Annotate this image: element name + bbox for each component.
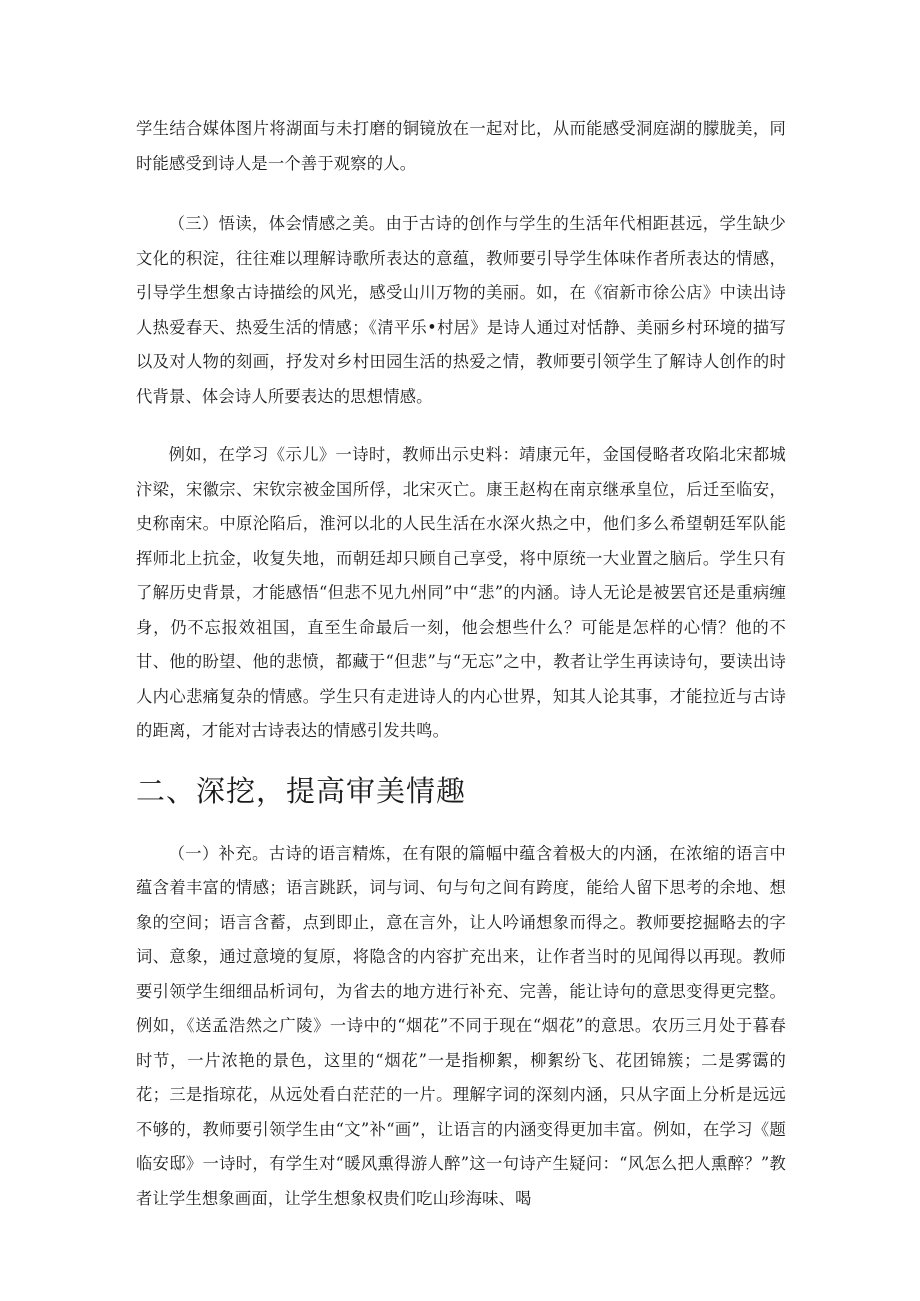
paragraph-section-supplement: （一）补充。古诗的语言精炼，在有限的篇幅中蕴含着极大的内涵，在浓缩的语言中蕴含着丰富的情感；语言跳跃，词与词、句与句之间有跨度，能给人留下思考的余地、想象的空间；语言含蓄，点到即止，意在言外，让人吟诵想象而得之。教师要挖掘略去的字词、意象，通过意境的复原，将隐含的内容扩充出来，让作者当时的见闻得以再现。教师要引领学生细细品析词句，为省去的地方进行补充、完善，能让诗句的意思变得更完整。例如，《送孟浩然之广陵》一诗中的“烟花”不同于现在“烟花”的意思。农历三月处于暮春时节，一片浓艳的景色，这里的“烟花”一是指柳絮，柳絮纷飞、花团锦簇；二是雾霭的花；三是指琼花，从远处看白茫茫的一片。理解字词的深刻内涵，只从字面上分析是远远不够的，教师要引领学生由“文”补“画”，让语言的内涵变得更加丰富。例如，在学习《题临安邸》一诗时，有学生对“暖风熏得游人醉”这一句诗产生疑问：“风怎么把人熏醉？”教者让学生想象画面，让学生想象权贵们吃山珍海味、喝 (136, 843, 786, 1208)
document-page (136, 112, 786, 1216)
paragraph-example-shier: 例如，在学习《示儿》一诗时，教师出示史料：靖康元年，金国侵略者攻陷北宋都城汴梁，宋徽宗、宋钦宗被金国所俘，北宋灭亡。康王赵构在南京继承皇位，后迁至临安，史称南宋。中原沦陷后，淮河以北的人民生活在水深火热之中，他们多么希望朝廷军队能挥师北上抗金，收复失地，而朝廷却只顾自己享受，将中原统一大业置之脑后。学生只有了解历史背景，才能感悟“但悲不见九州同”中“悲”的内涵。诗人无论是被罢官还是重病缠身，仍不忘报效祖国，直至生命最后一刻，他会想些什么？可能是怎样的心情？他的不甘、他的盼望、他的悲愤，都藏于“但悲”与“无忘”之中，教者让学生再读诗句，要读出诗人内心悲痛复杂的情感。学生只有走进诗人的内心世界，知其人论其事，才能拉近与古诗的距离，才能对古诗表达的情感引发共鸣。 (136, 445, 786, 740)
paragraph-continuation: 学生结合媒体图片将湖面与未打磨的铜镜放在一起对比，从而能感受洞庭湖的朦胧美，同时能感受到诗人是一个善于观察的人。 (136, 119, 786, 173)
paragraph-section-three: （三）悟读，体会情感之美。由于古诗的创作与学生的生活年代相距甚远，学生缺少文化的积淀，往往难以理解诗歌所表达的意蕴，教师要引导学生体味作者所表达的情感，引导学生想象古诗描绘的风光，感受山川万物的美丽。如，在《宿新市徐公店》中读出诗人热爱春天、热爱生活的情感；《清平乐•村居》是诗人通过对恬静、美丽乡村环境的描写以及对人物的刻画，抒发对乡村田园生活的热爱之情，教师要引领学生了解诗人创作的时代背景、体会诗人所要表达的思想情感。 (136, 214, 786, 406)
section-heading: 二、深挖，提高审美情趣 (136, 773, 467, 808)
